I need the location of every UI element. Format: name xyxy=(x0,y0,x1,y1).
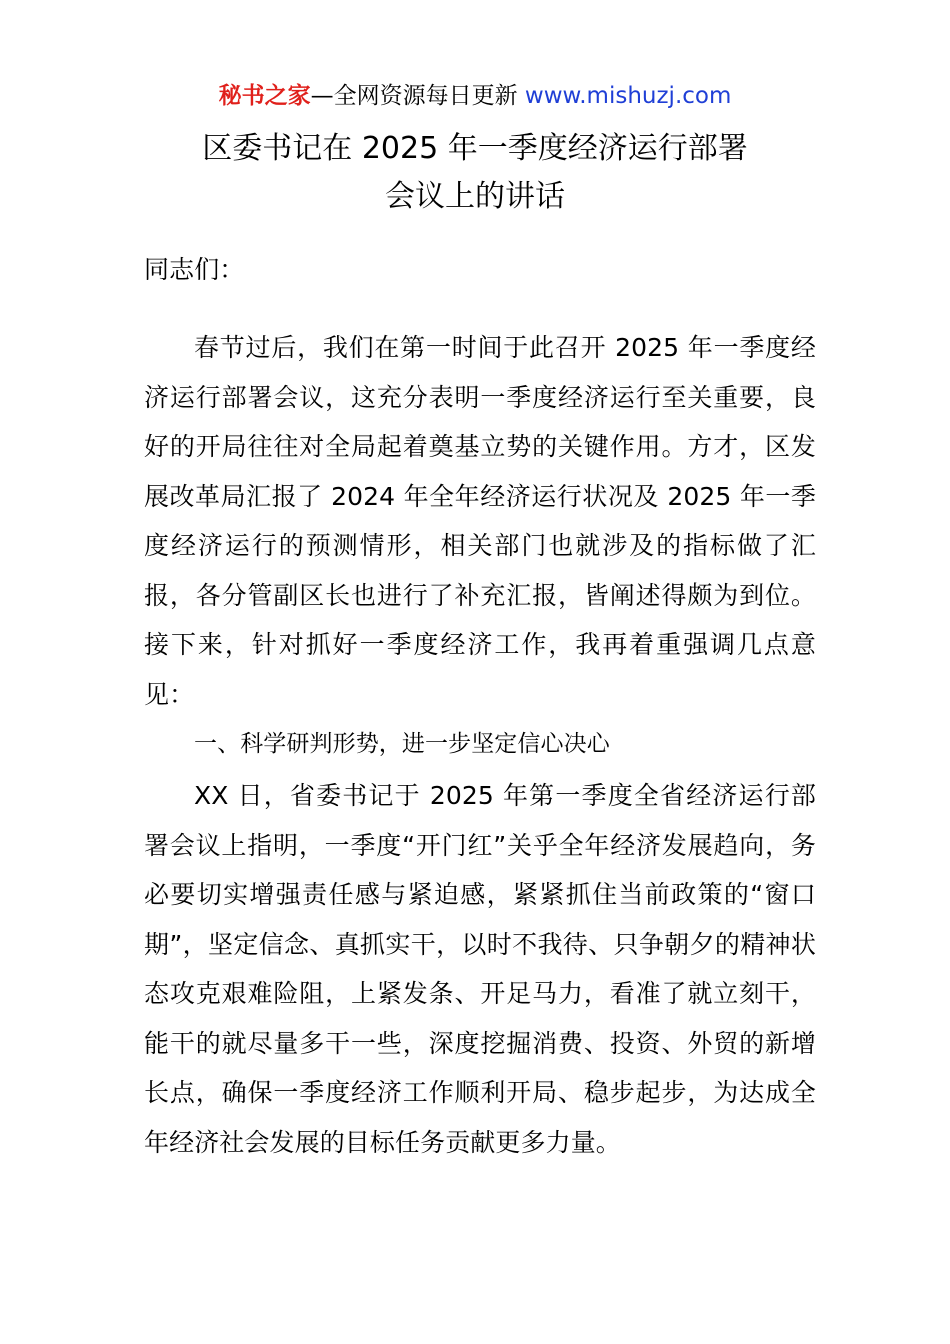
salutation: 同志们： xyxy=(144,255,245,284)
banner-url-link[interactable]: www.mishuzj.com xyxy=(524,83,732,109)
paragraph-1: 春节过后，我们在第一时间于此召开 2025 年一季度经济运行部署会议，这充分表明一季度经济运行至关重要，良好的开局往往对全局起着奠基立势的关键作用。方才，区发展改革局汇报了 2024 年全年经济运行状况及 2025 年一季度经济运行的预测情形，相关部门也就涉及的指标做了汇报，各分管副区长也进行了补充汇报，皆阐述得颇为到位。接下来，针对抓好一季度经济工作，我再着重强调几点意见： xyxy=(144,333,816,709)
document-title-line1: 区委书记在 2025 年一季度经济运行部署 xyxy=(202,131,748,166)
section-heading-1: 一、科学研判形势，进一步坚定信心决心 xyxy=(194,731,610,757)
document-title-line2: 会议上的讲话 xyxy=(385,179,565,214)
banner-brand: 秘书之家 xyxy=(218,83,311,109)
site-banner xyxy=(0,80,950,112)
paragraph-2: XX 日，省委书记于 2025 年第一季度全省经济运行部署会议上指明，一季度“开门红”关乎全年经济发展趋向，务必要切实增强责任感与紧迫感，紧紧抓住当前政策的“窗口期”，坚定信念、真抓实干，以时不我待、只争朝夕的精神状态攻克艰难险阻，上紧发条、开足马力，看准了就立刻干，能干的就尽量多干一些，深度挖掘消费、投资、外贸的新增长点，确保一季度经济工作顺利开局、稳步起步，为达成全年经济社会发展的目标任务贡献更多力量。 xyxy=(144,781,816,1157)
banner-tagline: —全网资源每日更新 xyxy=(310,83,525,109)
